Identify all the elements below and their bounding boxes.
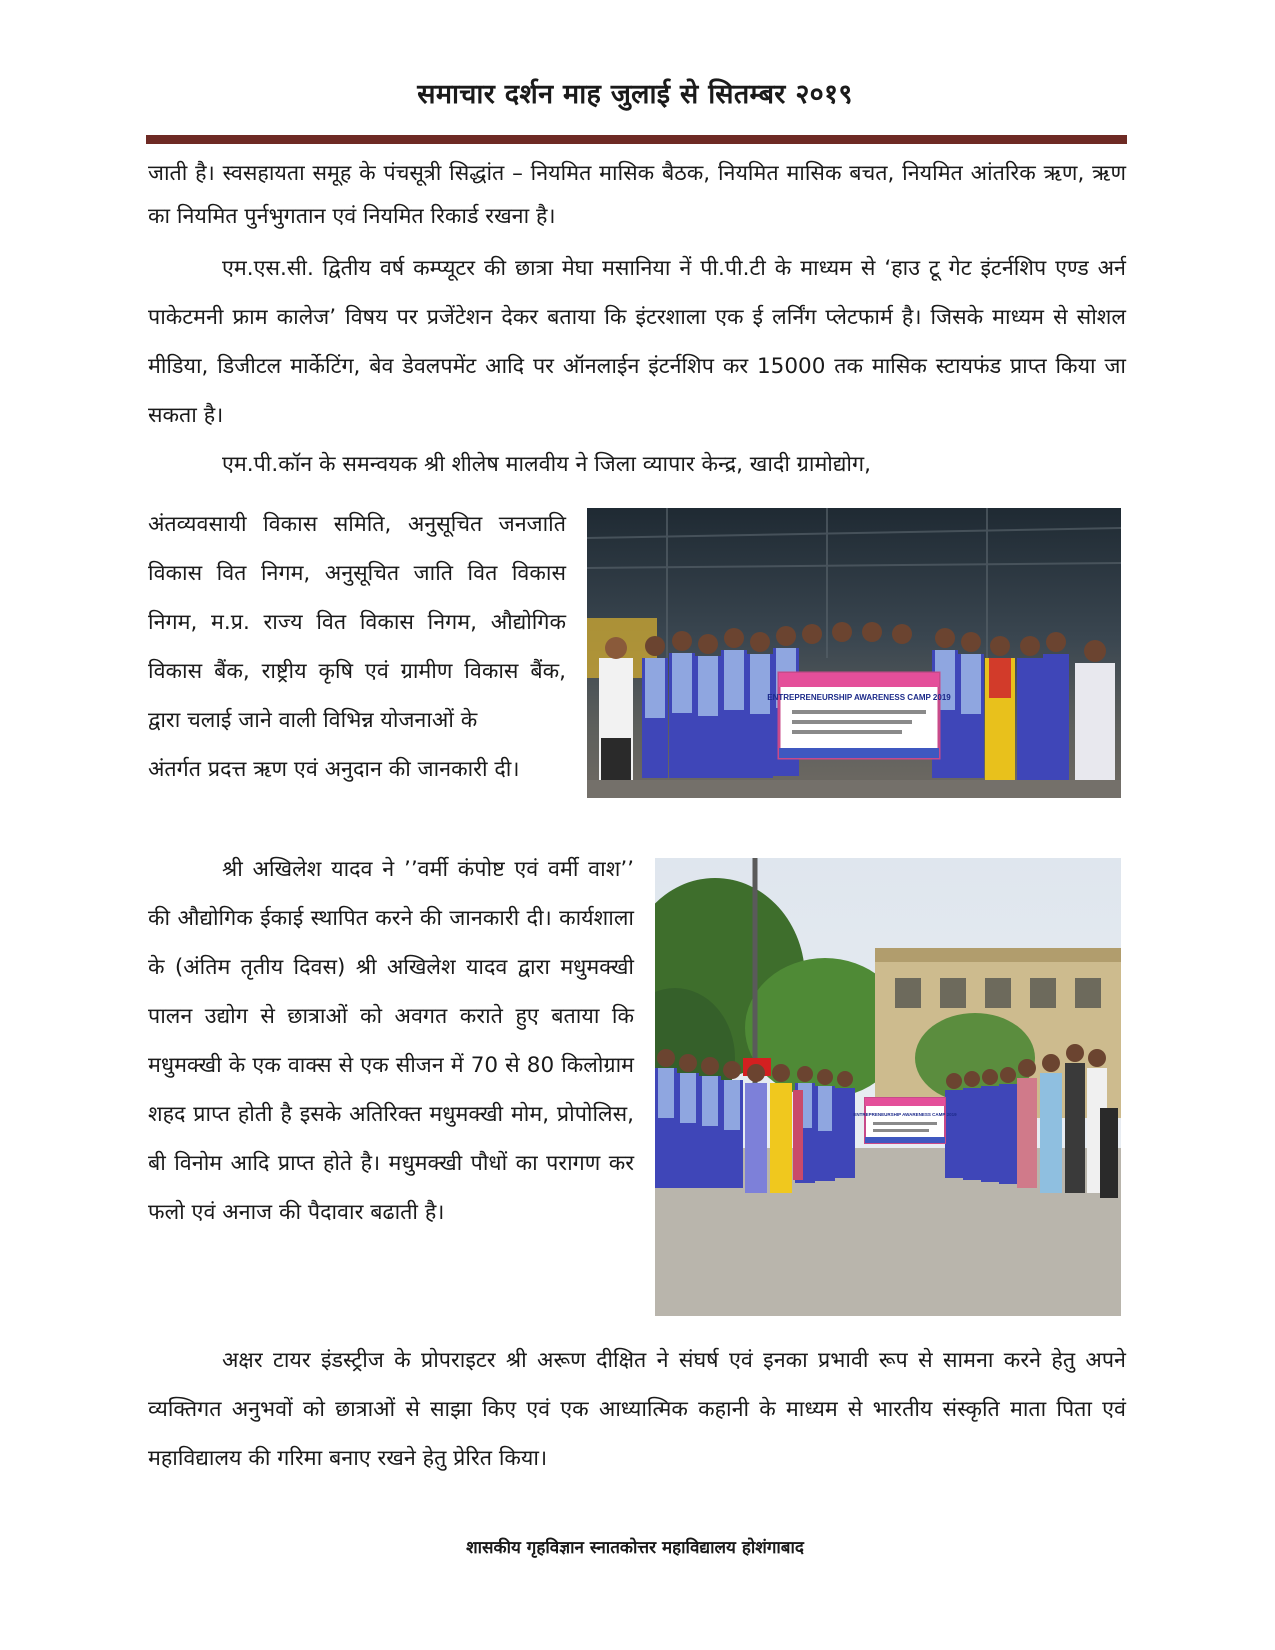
paragraph-shg-principles: जाती है। स्वसहायता समूह के पंचसूत्री सिद्धांत – नियमित मासिक बैठक, नियमित मासिक बचत, नियमित आंतरिक ऋण, ऋण का नियमित पुर्नभुगतान एवं नियमित रिकार्ड रखना है। <box>148 161 1126 229</box>
text-block-bottom <box>148 1336 1126 1483</box>
banner-caption: ENTREPRENEURSHIP AWARENESS CAMP 2019 <box>853 1112 957 1117</box>
paragraph-akshar-tyre: अक्षर टायर इंडस्ट्रीज के प्रोपराइटर श्री अरूण दीक्षित ने संघर्ष एवं इनका प्रभावी रूप से सामना करने हेतु अपने व्यक्तिगत अनुभवों को छात्राओं से साझा किए एवं एक आध्यात्मिक कहानी के माध्यम से भारतीय संस्कृति माता पिता एवं महाविद्यालय की गरिमा बनाए रखने हेतु प्रेरित किया। <box>148 1348 1126 1471</box>
text-block-lower <box>148 845 634 1237</box>
group-photo-outdoor <box>655 858 1121 1316</box>
paragraph-mpcon-first-line: एम.पी.कॉन के समन्वयक श्री शीलेष मालवीय ने जिला व्यापार केन्द्र, खादी ग्रामोद्योग, <box>222 452 871 477</box>
banner-caption: ENTREPRENEURSHIP AWARENESS CAMP 2019 <box>767 693 951 702</box>
page-header-title: समाचार दर्शन माह जुलाई से सितम्बर २०१९ <box>417 79 853 110</box>
group-photo-indoor <box>587 508 1121 798</box>
page-footer: शासकीय गृहविज्ञान स्नातकोत्तर महाविद्यालय होशंगाबाद <box>466 1538 804 1558</box>
paragraph-mpcon-last-line: अंतर्गत प्रदत्त ऋण एवं अनुदान की जानकारी दी। <box>148 757 520 782</box>
text-block-top <box>148 152 1126 489</box>
paragraph-mpcon-schemes: अंतव्यवसायी विकास समिति, अनुसूचित जनजाति विकास वित निगम, अनुसूचित जाति वित विकास निगम, म.प्र. राज्य वित विकास निगम, औद्योगिक विकास बैंक, राष्ट्रीय कृषि एवं ग्रामीण विकास बैंक, द्वारा चलाई जाने वाली विभिन्न योजनाओं के <box>148 512 566 733</box>
paragraph-internship-presentation: एम.एस.सी. द्वितीय वर्ष कम्प्यूटर की छात्रा मेघा मसानिया नें पी.पी.टी के माध्यम से ‘हाउ टू गेट इंटर्नशिप एण्ड अर्न पाकेटमनी फ्राम कालेज’ विषय पर प्रजेंटेशन देकर बताया कि इंटरशाला एक ई लर्निंग प्लेटफार्म है। जिसके माध्यम से सोशल मीडिया, डिजीटल मार्केटिंग, बेव डेवलपमेंट आदि पर ऑनलाईन इंटर्नशिप कर 15000 तक मासिक स्टायफंड प्राप्त किया जा सकता है। <box>148 256 1126 428</box>
paragraph-vermicompost-beekeeping: श्री अखिलेश यादव ने ’’वर्मी कंपोष्ट एवं वर्मी वाश’’ की औद्योगिक ईकाई स्थापित करने की जानकारी दी। कार्यशाला के (अंतिम तृतीय दिवस) श्री अखिलेश यादव द्वारा मधुमक्खी पालन उद्योग से छात्राओं को अवगत कराते हुए बताया कि मधुमक्खी के एक वाक्स से एक सीजन में 70 से 80 किलोग्राम शहद प्राप्त होती है इसके अतिरिक्त मधुमक्खी मोम, प्रोपोलिस, बी विनोम आदि प्राप्त होते है। मधुमक्खी पौधों का परागण कर फलो एवं अनाज की पैदावार बढाती है। <box>148 857 634 1225</box>
text-block-mid <box>148 500 566 794</box>
header-divider <box>146 135 1127 144</box>
